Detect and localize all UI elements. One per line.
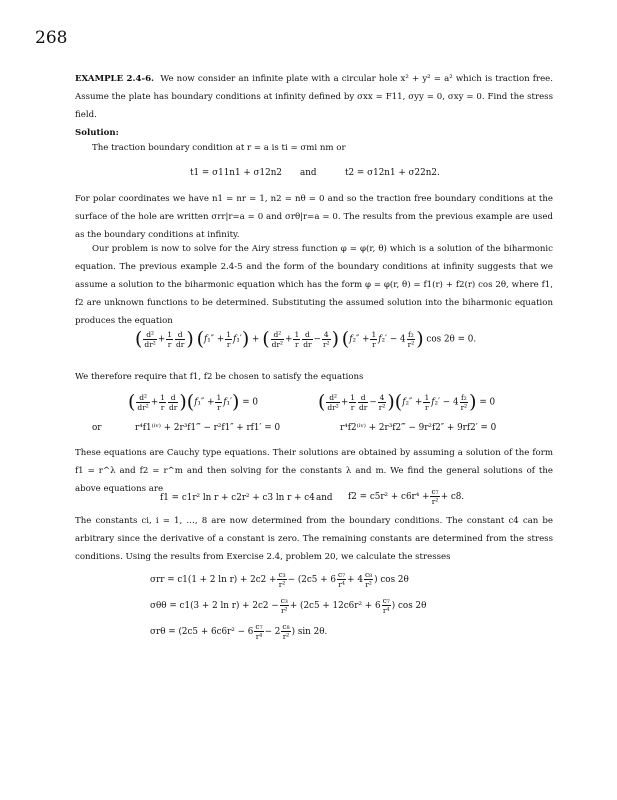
equation-t1: t1 = σ11n1 + σ12n2	[190, 168, 282, 178]
or-label: or	[92, 423, 102, 433]
solution-f2: f2 = c5r² + c6r⁴ + $\frac{\text{c₇}}{\text{r²}}$ + c8.	[348, 487, 465, 506]
airy-paragraph: Our problem is now to solve for the Airy stress function φ = φ(r, θ) which is a solution of the biharmonic equation. The previous example 2.4-5 and the form of the boundary conditions at infinity suggests that we assume a solution to the biharmonic equation which has the form φ = φ(r, θ) = f1(r) + f2(r) cos 2θ, where f1, f2 are unknown functions to be determined. Substituting the assumed solution into the biharmonic equation produces the equation	[75, 244, 553, 326]
example-paragraph	[75, 70, 553, 124]
cauchy-equation-2: r⁴f2⁽ⁱᵛ⁾ + 2r³f2‴ − 9r²f2″ + 9rf2′ = 0	[340, 423, 497, 433]
ode-f2: ( $\frac{\text{d²}}{\text{dr²}}$ + $\frac{1}{r}$ $\frac{d}{dr}$ − $\frac{4}{\text{r²}}$ )(f₂″ + $\frac{1}{r}$ f₂′ − 4 $\frac{\text{f₂}}{\text{r²}}$ ) = 0	[318, 391, 496, 413]
cauchy-equation-1: r⁴f1⁽ⁱᵛ⁾ + 2r³f1‴ − r²f1″ + rf1′ = 0	[135, 423, 281, 433]
constants-paragraph: The constants ci, i = 1, …, 8 are now determined from the boundary conditions. The constant c4 can be arbitrary since the derivative of a constant is zero. The remaining constants are determined from the stress conditions. Using the results from Exercise 2.4, problem 20, we calculate the stresses	[75, 516, 553, 562]
equation-and: and	[300, 168, 317, 178]
stress-r-theta: σrθ = (2c5 + 6c6r² − 6 $\frac{\text{c₇}}{\text{r⁴}}$ − 2 $\frac{\text{c₈}}{\text{r²}}$ ) sin 2θ.	[150, 622, 328, 641]
stress-theta-theta: σθθ = c1(3 + 2 ln r) + 2c2 − $\frac{\text{c₃}}{\text{r²}}$ + (2c5 + 12c6r² + 6 $\frac{\text{c₇}}{\text{r⁴}}$ ) cos 2θ	[150, 596, 427, 615]
page-number: 268	[35, 28, 68, 48]
example-intro: We now consider an infinite plate with a circular hole x² + y² = a² which is traction free. Assume the plate has boundary conditions at infinity defined by σxx = F11, σyy = 0, σxy = 0. Find the stress field.	[75, 74, 553, 120]
stress-rr: σrr = c1(1 + 2 ln r) + 2c2 + $\frac{\text{c₃}}{\text{r²}}$ − (2c5 + 6 $\frac{\text{c₇}}{\text{r⁴}}$ + 4 $\frac{\text{c₈}}{\text{r²}}$ ) cos 2θ	[150, 570, 409, 589]
require-paragraph: We therefore require that f1, f2 be chosen to satisfy the equations	[75, 372, 364, 382]
cauchy-paragraph: These equations are Cauchy type equations. Their solutions are obtained by assuming a solution of the form f1 = r^λ and f2 = r^m and then solving for the constants λ and m. We find the general solutions of the above equations are	[75, 448, 553, 494]
example-label: EXAMPLE 2.4-6.	[75, 74, 155, 84]
biharmonic-equation: ( $\frac{\text{d²}}{\text{dr²}}$ + $\frac{1}{r}$ $\frac{d}{dr}$ ) (f₁″ + $\frac{1}{r}$ f₁′) + ( $\frac{\text{d²}}{\text{dr²}}$ + $\frac{1}{r}$ $\frac{d}{dr}$ − $\frac{4}{\text{r²}}$ ) (f₂″ + $\frac{1}{r}$ f₂′ − 4 $\frac{\text{f₂}}{\text{r²}}$ ) cos 2θ = 0.	[135, 328, 477, 350]
traction-line: The traction boundary condition at r = a is ti = σmi nm or	[92, 143, 346, 153]
solution-and: and	[316, 493, 333, 503]
solution-label: Solution:	[75, 128, 119, 138]
solution-f1: f1 = c1r² ln r + c2r² + c3 ln r + c4	[160, 493, 315, 503]
ode-f1: ( $\frac{\text{d²}}{\text{dr²}}$ + $\frac{1}{r}$ $\frac{d}{dr}$ )(f₁″ + $\frac{1}{r}$ f₁′) = 0	[128, 391, 259, 413]
polar-paragraph: For polar coordinates we have n1 = nr = 1, n2 = nθ = 0 and so the traction free boundary conditions at the surface of the hole are written σrr|r=a = 0 and σrθ|r=a = 0. The results from the previous example are used as the boundary conditions at infinity.	[75, 194, 553, 240]
equation-t2: t2 = σ12n1 + σ22n2.	[345, 168, 440, 178]
